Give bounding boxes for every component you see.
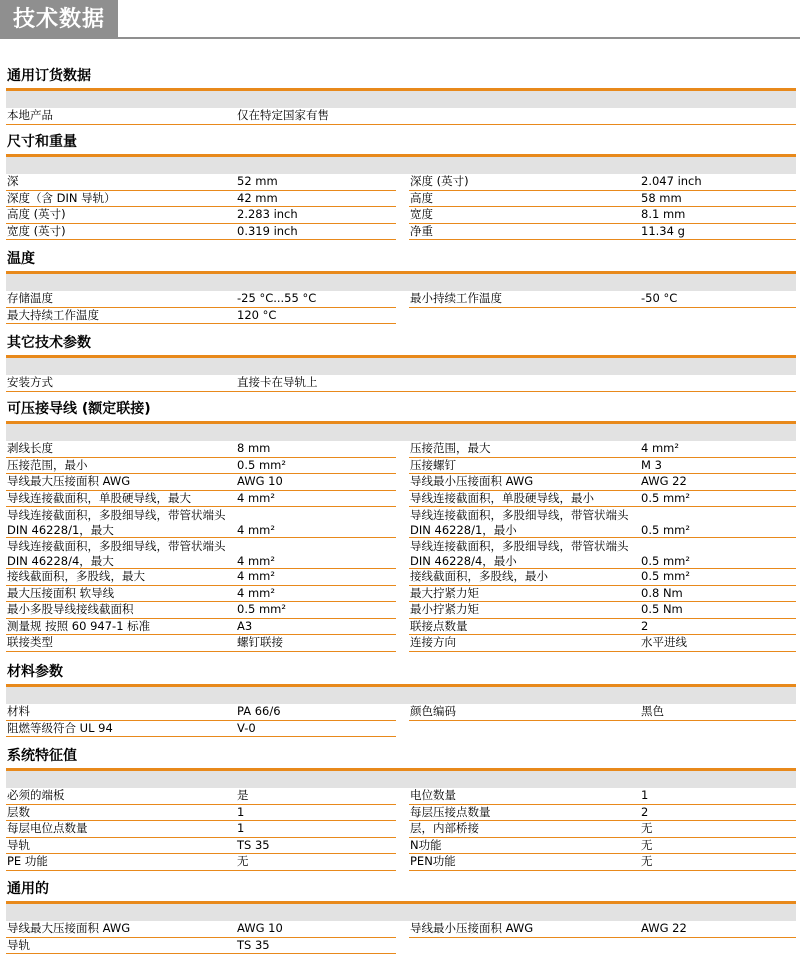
table-row bbox=[6, 507, 796, 538]
table-row bbox=[6, 108, 796, 125]
row-value: 8 mm bbox=[237, 441, 271, 455]
section-band bbox=[6, 91, 796, 108]
row-divider bbox=[6, 953, 396, 954]
row-value: 11.34 g bbox=[641, 223, 685, 238]
row-label: 导轨 bbox=[7, 937, 30, 952]
table-row bbox=[6, 375, 796, 392]
row-label: 接线截面积，多股线，最小 bbox=[410, 569, 548, 583]
row-value: 无 bbox=[237, 854, 249, 868]
table-row bbox=[6, 474, 796, 491]
row-value: A3 bbox=[237, 618, 253, 633]
row-label: 最小多股导线接线截面积 bbox=[7, 602, 134, 616]
row-value: 0.5 mm² bbox=[641, 554, 690, 568]
section-band bbox=[6, 904, 796, 921]
table-row bbox=[6, 805, 796, 822]
row-label: 压接螺钉 bbox=[410, 457, 456, 472]
table-row bbox=[6, 291, 796, 308]
row-label: 导线最小压接面积 AWG bbox=[410, 474, 534, 488]
table-row bbox=[6, 191, 796, 208]
row-label: 压接范围，最小 bbox=[7, 457, 88, 472]
table-row bbox=[6, 458, 796, 475]
table-row bbox=[6, 308, 796, 325]
row-label: 导线最大压接面积 AWG bbox=[7, 474, 131, 488]
row-value: 8.1 mm bbox=[641, 207, 686, 221]
section-band bbox=[6, 157, 796, 174]
row-label: 最小持续工作温度 bbox=[410, 291, 502, 305]
section-band bbox=[6, 424, 796, 441]
row-value: 螺钉联接 bbox=[237, 635, 283, 649]
row-value: AWG 10 bbox=[237, 921, 283, 935]
section-band bbox=[6, 358, 796, 375]
row-value: 0.319 inch bbox=[237, 223, 298, 238]
row-divider bbox=[6, 124, 796, 125]
row-label: 联接类型 bbox=[7, 635, 53, 649]
row-value: -25 °C...55 °C bbox=[237, 291, 317, 305]
row-label: 本地产品 bbox=[7, 108, 53, 122]
table-row bbox=[6, 704, 796, 721]
table-row bbox=[6, 491, 796, 508]
row-value: 4 mm² bbox=[237, 490, 275, 505]
row-label: 测量规 按照 60 947-1 标准 bbox=[7, 618, 151, 633]
row-label: 导线最大压接面积 AWG bbox=[7, 921, 131, 935]
row-value: TS 35 bbox=[237, 937, 270, 952]
row-label: 阻燃等级符合 UL 94 bbox=[7, 720, 113, 735]
row-label: 导轨 bbox=[7, 837, 30, 852]
row-value: 0.5 mm² bbox=[641, 569, 690, 583]
row-label: 安装方式 bbox=[7, 375, 53, 389]
row-value: 黑色 bbox=[641, 704, 664, 718]
row-label: 材料 bbox=[7, 704, 30, 718]
row-label: 深 bbox=[7, 174, 19, 188]
section-title: 其它技术参数 bbox=[7, 335, 91, 351]
row-label: 最大压接面积 软导线 bbox=[7, 585, 115, 600]
row-label: 深度（含 DIN 导轨） bbox=[7, 190, 116, 205]
table-row bbox=[6, 441, 796, 458]
title-rule bbox=[118, 37, 800, 39]
row-divider bbox=[6, 870, 396, 871]
table-row bbox=[6, 207, 796, 224]
row-value: 0.5 mm² bbox=[237, 602, 286, 616]
section-material bbox=[6, 660, 796, 737]
row-label: 最大持续工作温度 bbox=[7, 307, 99, 322]
row-label: 剥线长度 bbox=[7, 441, 53, 455]
table-row bbox=[6, 602, 796, 619]
table-row bbox=[6, 821, 796, 838]
row-label: 导线连接截面积，单股硬导线，最小 bbox=[410, 490, 594, 505]
section-band bbox=[6, 274, 796, 291]
row-value: 直接卡在导轨上 bbox=[237, 375, 318, 389]
row-value: PA 66/6 bbox=[237, 704, 281, 718]
row-label: 层，内部桥接 bbox=[410, 821, 479, 835]
row-label: 导线连接截面积，多股细导线，带管状端头 DIN 46228/4，最大 bbox=[7, 539, 226, 568]
row-value: 0.5 mm² bbox=[641, 523, 690, 537]
section-other bbox=[6, 331, 796, 392]
row-divider bbox=[6, 651, 396, 652]
row-label: 导线连接截面积，多股细导线，带管状端头 DIN 46228/1，最小 bbox=[410, 508, 629, 537]
row-label: 存储温度 bbox=[7, 291, 53, 305]
row-value: 42 mm bbox=[237, 190, 278, 205]
row-label: PEN功能 bbox=[410, 854, 456, 868]
section-title: 通用订货数据 bbox=[7, 68, 91, 84]
row-value: AWG 22 bbox=[641, 474, 687, 488]
row-value: 2.283 inch bbox=[237, 207, 298, 221]
table-row bbox=[6, 838, 796, 855]
section-band bbox=[6, 687, 796, 704]
section-ordering bbox=[6, 64, 796, 125]
row-divider bbox=[409, 870, 796, 871]
table-row bbox=[6, 619, 796, 636]
row-label: 导线连接截面积，单股硬导线，最大 bbox=[7, 490, 191, 505]
row-label: PE 功能 bbox=[7, 854, 48, 868]
row-divider bbox=[409, 651, 796, 652]
page-header bbox=[0, 0, 800, 42]
row-value: 1 bbox=[237, 804, 245, 819]
section-dimensions bbox=[6, 130, 796, 240]
row-value: 4 mm² bbox=[237, 569, 275, 583]
table-row bbox=[6, 569, 796, 586]
row-label: 每层电位点数量 bbox=[7, 821, 88, 835]
row-divider bbox=[6, 323, 396, 324]
section-title: 尺寸和重量 bbox=[7, 134, 77, 150]
section-title: 可压接导线 (额定联接) bbox=[7, 401, 151, 417]
row-value: 0.5 mm² bbox=[237, 457, 286, 472]
row-value: 是 bbox=[237, 788, 249, 802]
row-value: 0.5 Nm bbox=[641, 602, 683, 616]
row-label: 导线最小压接面积 AWG bbox=[410, 921, 534, 935]
table-row bbox=[6, 788, 796, 805]
row-value: 0.8 Nm bbox=[641, 585, 683, 600]
section-title: 材料参数 bbox=[7, 664, 63, 680]
page-title: 技术数据 bbox=[0, 0, 118, 39]
row-label: 联接点数量 bbox=[410, 618, 468, 633]
table-row bbox=[6, 938, 796, 955]
row-value: 4 mm² bbox=[237, 585, 275, 600]
row-label: 高度 bbox=[410, 190, 433, 205]
row-value: 2 bbox=[641, 618, 649, 633]
section-general bbox=[6, 877, 796, 954]
row-value: V-0 bbox=[237, 720, 256, 735]
section-band bbox=[6, 771, 796, 788]
row-value: TS 35 bbox=[237, 837, 270, 852]
row-label: 颜色编码 bbox=[410, 704, 456, 718]
table-row bbox=[6, 854, 796, 871]
row-value: AWG 22 bbox=[641, 921, 687, 935]
table-row bbox=[6, 721, 796, 738]
row-value: 4 mm² bbox=[237, 523, 275, 537]
section-system bbox=[6, 744, 796, 871]
row-label: 深度 (英寸) bbox=[410, 174, 469, 188]
section-wires bbox=[6, 397, 796, 652]
row-label: 连接方向 bbox=[410, 635, 456, 649]
table-row bbox=[6, 224, 796, 241]
row-value: 4 mm² bbox=[237, 554, 275, 568]
row-label: N功能 bbox=[410, 837, 442, 852]
row-value: 58 mm bbox=[641, 190, 682, 205]
row-value: 52 mm bbox=[237, 174, 278, 188]
row-value: 2 bbox=[641, 804, 649, 819]
section-title: 通用的 bbox=[7, 881, 49, 897]
row-label: 压接范围，最大 bbox=[410, 441, 491, 455]
row-value: -50 °C bbox=[641, 291, 678, 305]
row-value: AWG 10 bbox=[237, 474, 283, 488]
row-divider bbox=[6, 391, 796, 392]
row-label: 接线截面积，多股线，最大 bbox=[7, 569, 145, 583]
table-row bbox=[6, 635, 796, 652]
row-value: 无 bbox=[641, 837, 653, 852]
row-divider bbox=[409, 239, 796, 240]
table-row bbox=[6, 586, 796, 603]
row-divider bbox=[6, 239, 396, 240]
row-label: 导线连接截面积，多股细导线，带管状端头 DIN 46228/4，最小 bbox=[410, 539, 629, 568]
table-row bbox=[6, 921, 796, 938]
row-label: 宽度 (英寸) bbox=[7, 223, 66, 238]
row-value: 4 mm² bbox=[641, 441, 679, 455]
table-row bbox=[6, 538, 796, 569]
row-value: 仅在特定国家有售 bbox=[237, 108, 329, 122]
row-value: 无 bbox=[641, 821, 653, 835]
row-label: 每层压接点数量 bbox=[410, 804, 491, 819]
row-value: M 3 bbox=[641, 457, 662, 472]
section-title: 系统特征值 bbox=[7, 748, 77, 764]
row-value: 水平进线 bbox=[641, 635, 687, 649]
row-label: 高度 (英寸) bbox=[7, 207, 66, 221]
row-value: 1 bbox=[237, 821, 245, 835]
row-divider bbox=[6, 736, 396, 737]
row-label: 导线连接截面积，多股细导线，带管状端头 DIN 46228/1，最大 bbox=[7, 508, 226, 537]
row-value: 1 bbox=[641, 788, 649, 802]
section-temperature bbox=[6, 247, 796, 324]
row-value: 120 °C bbox=[237, 307, 277, 322]
row-label: 宽度 bbox=[410, 207, 433, 221]
row-label: 层数 bbox=[7, 804, 30, 819]
row-value: 无 bbox=[641, 854, 653, 868]
row-label: 最小拧紧力矩 bbox=[410, 602, 479, 616]
row-value: 2.047 inch bbox=[641, 174, 702, 188]
row-label: 最大拧紧力矩 bbox=[410, 585, 479, 600]
row-value: 0.5 mm² bbox=[641, 490, 690, 505]
row-label: 电位数量 bbox=[410, 788, 456, 802]
row-label: 净重 bbox=[410, 223, 433, 238]
table-row bbox=[6, 174, 796, 191]
section-title: 温度 bbox=[7, 251, 35, 267]
row-label: 必须的端板 bbox=[7, 788, 65, 802]
